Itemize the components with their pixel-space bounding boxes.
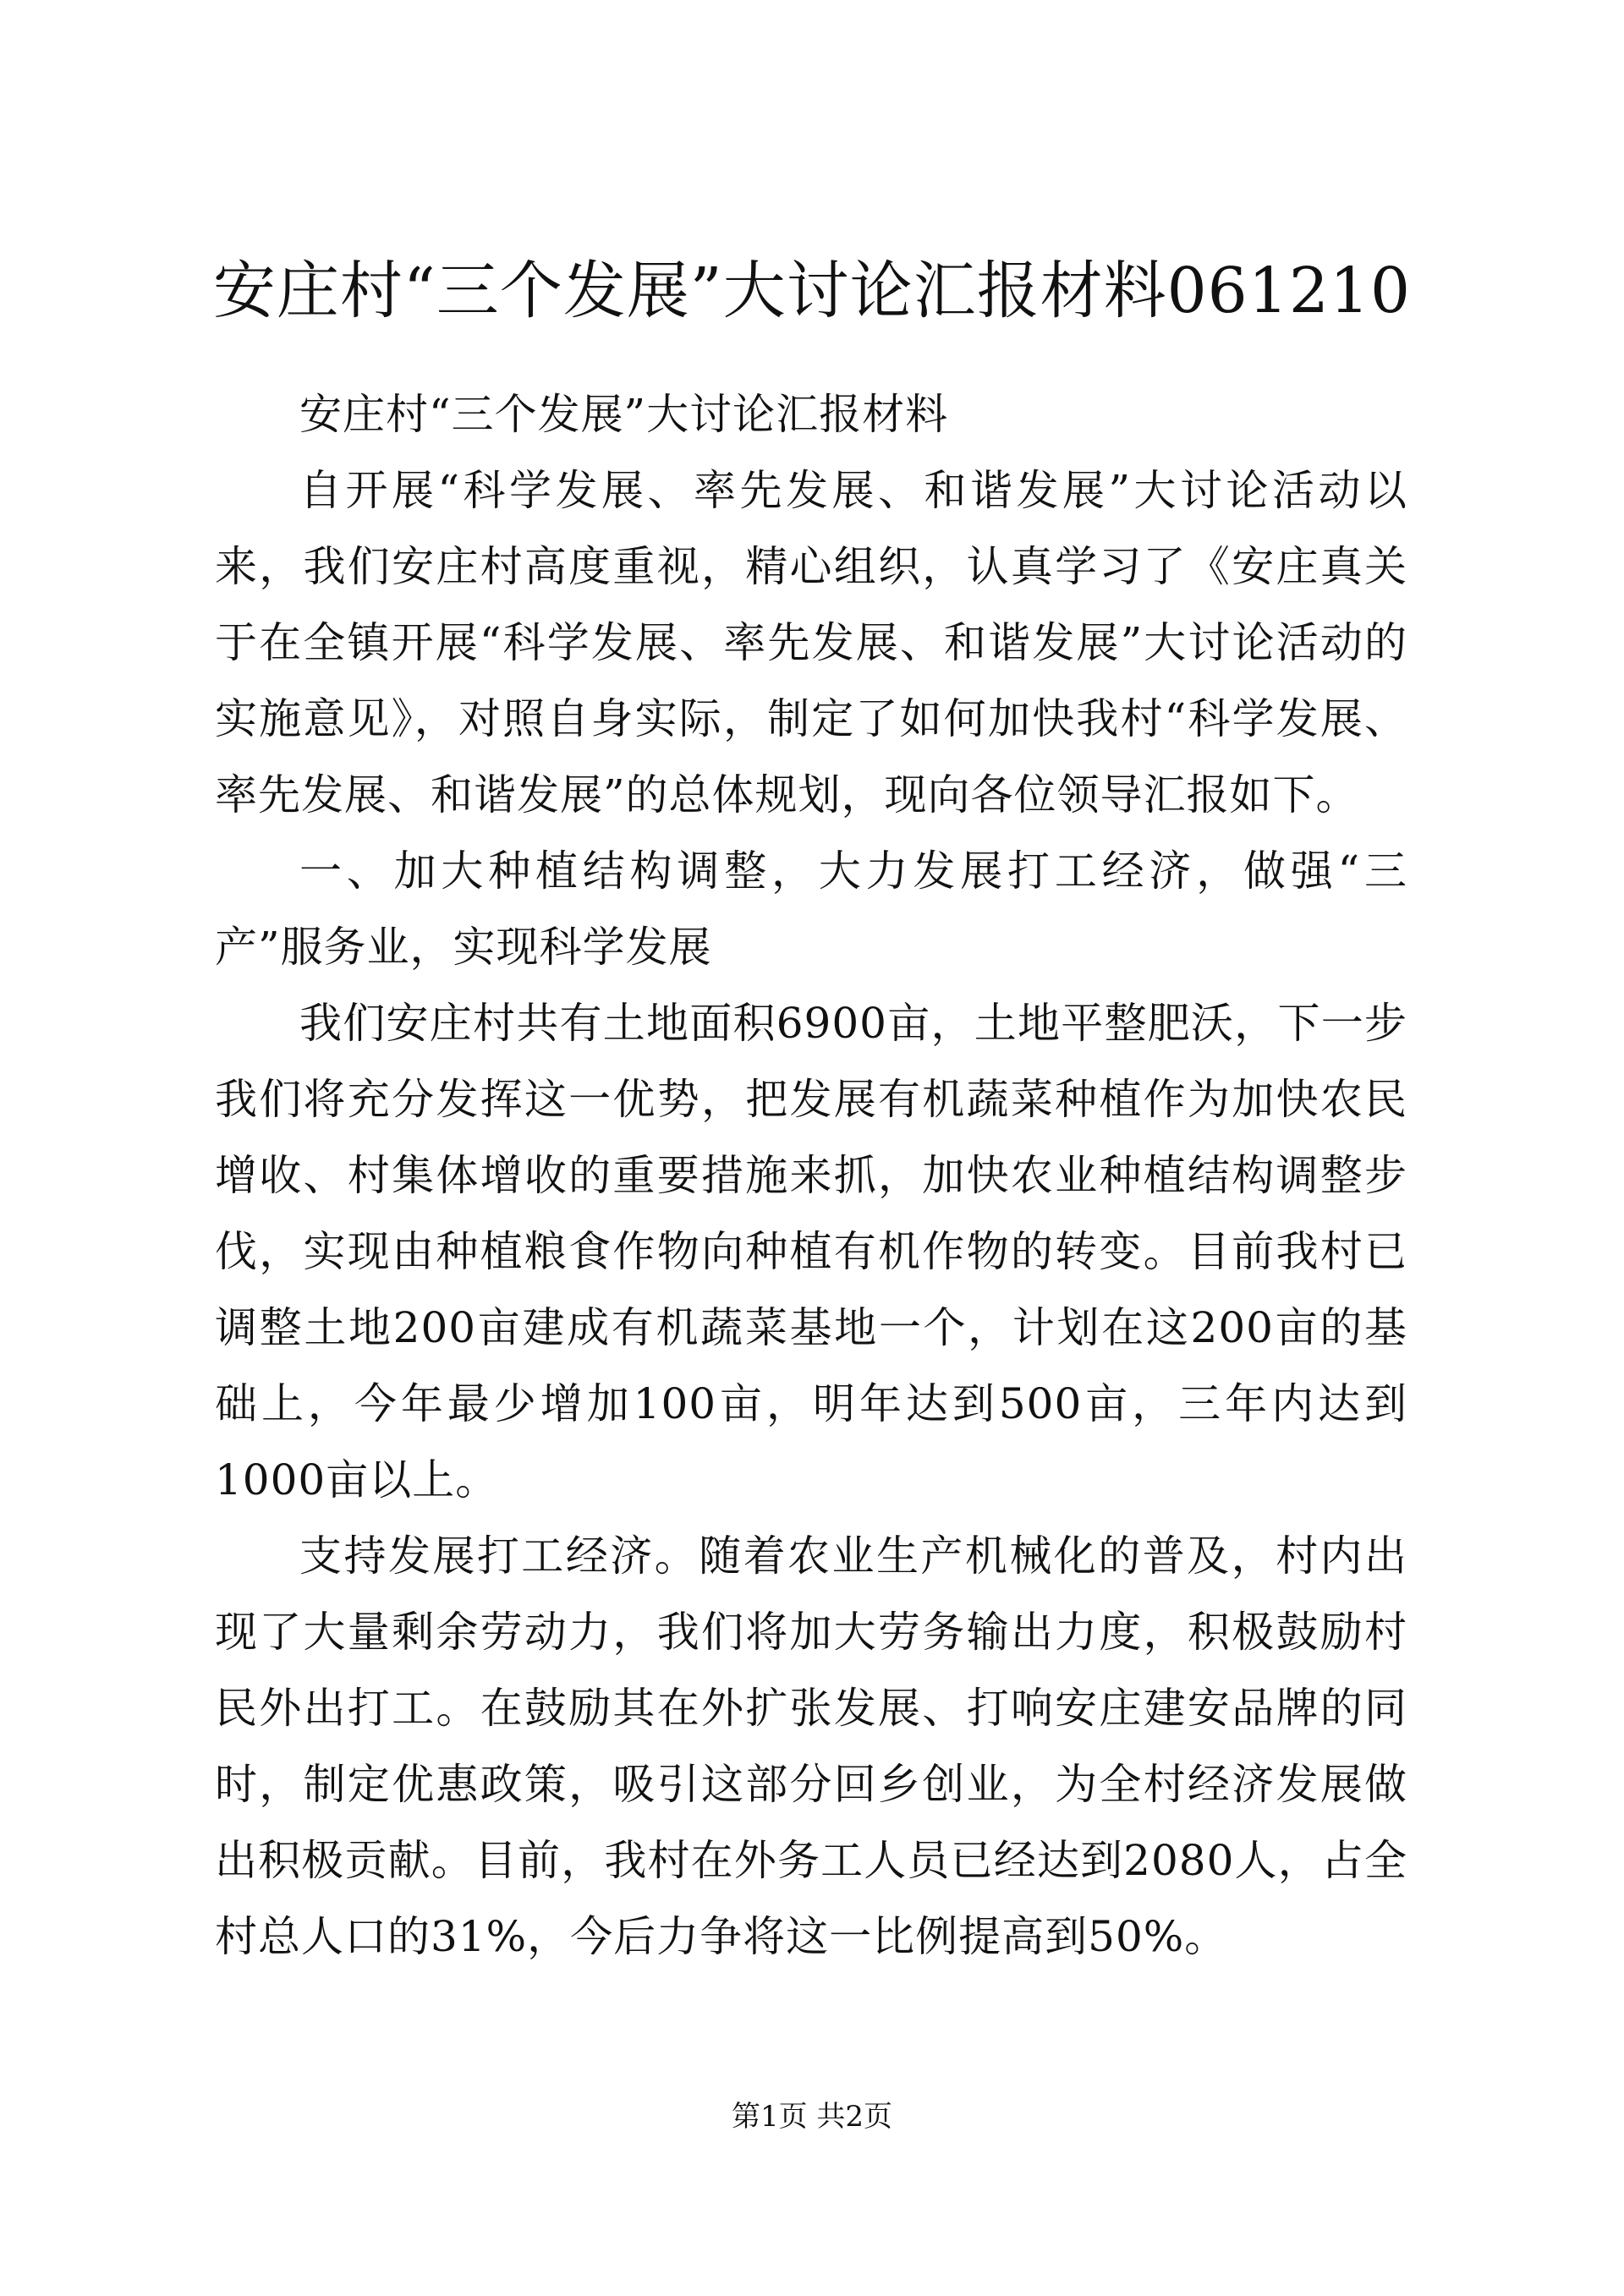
paragraph-intro: 自开展“科学发展、率先发展、和谐发展”大讨论活动以来，我们安庄村高度重视，精心组织，认真学习了《安庄真关于在全镇开展“科学发展、率先发展、和谐发展”大讨论活动的实施意见》，对照自身实际，制定了如何加快我村“科学发展、率先发展、和谐发展”的总体规划，现向各位领导汇报如下。 (215, 466, 1407, 819)
document-body (215, 376, 1407, 1975)
paragraph-land: 我们安庄村共有土地面积6900亩，土地平整肥沃，下一步我们将充分发挥这一优势，把发展有机蔬菜种植作为加快农民增收、村集体增收的重要措施来抓，加快农业种植结构调整步伐，实现由种植粮食作物向种植有机作物的转变。目前我村已调整土地200亩建成有机蔬菜基地一个，计划在这200亩的基础上，今年最少增加100亩，明年达到500亩，三年内达到1000亩以上。 (215, 999, 1407, 1504)
section-heading-1: 一、加大种植结构调整，大力发展打工经济，做强“三产”服务业，实现科学发展 (215, 847, 1407, 972)
paragraph-labor: 支持发展打工经济。随着农业生产机械化的普及，村内出现了大量剩余劳动力，我们将加大劳务输出力度，积极鼓励村民外出打工。在鼓励其在外扩张发展、打响安庄建安品牌的同时，制定优惠政策，吸引这部分回乡创业，为全村经济发展做出积极贡献。目前，我村在外务工人员已经达到2080人，占全村总人口的31%，今后力争将这一比例提高到50%。 (215, 1532, 1407, 1961)
paragraph-subtitle: 安庄村“三个发展”大讨论汇报材料 (299, 390, 949, 439)
page-footer: 第1页 共2页 (731, 2100, 893, 2134)
document-title: 安庄村“三个发展”大讨论汇报材料061210 (212, 255, 1412, 327)
